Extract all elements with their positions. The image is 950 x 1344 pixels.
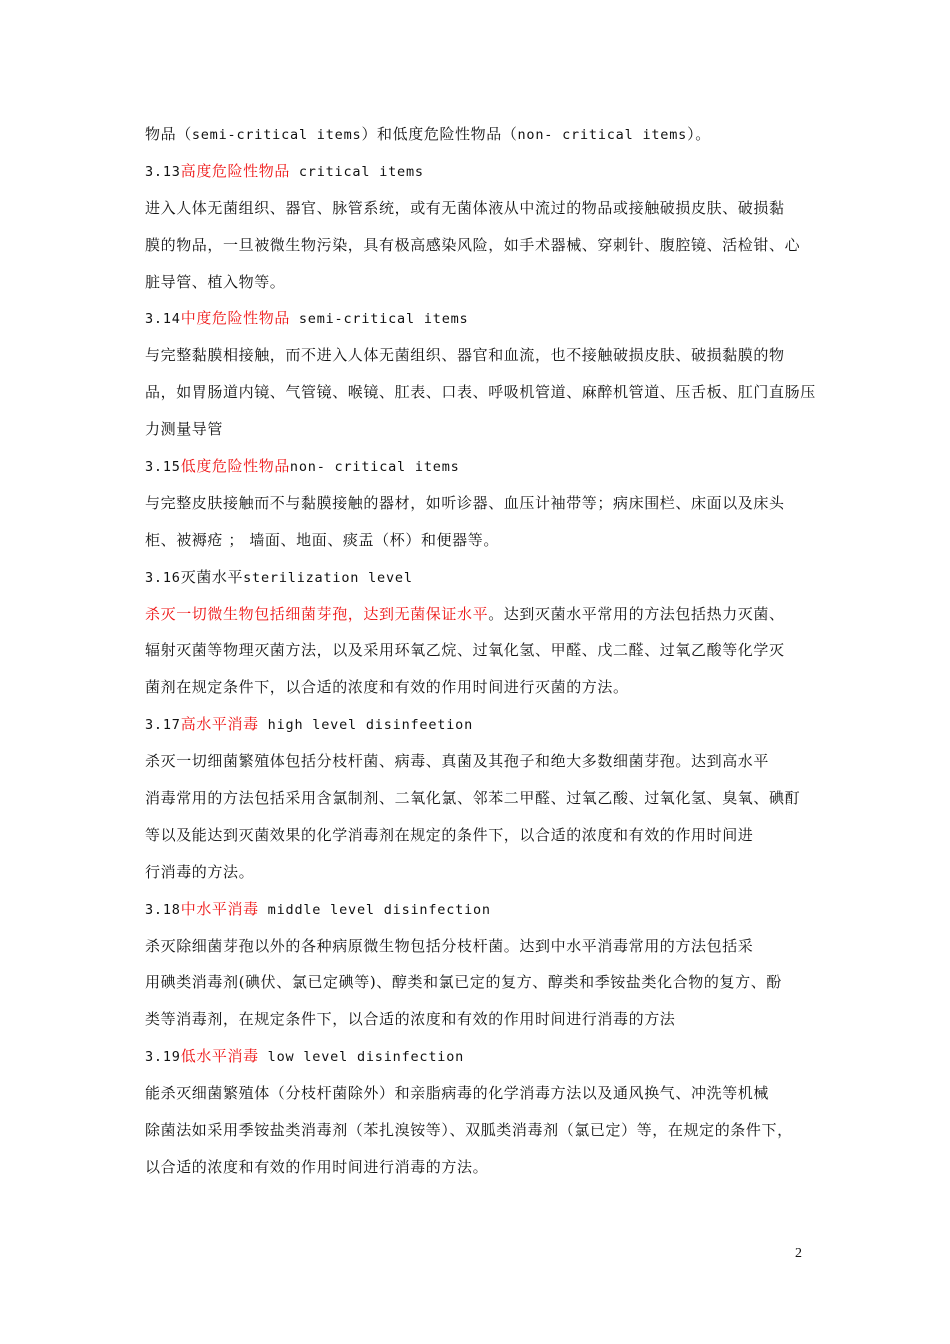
highlighted-term: 中水平消毒 — [180, 899, 259, 918]
text-line — [145, 1149, 825, 1186]
text-run: 除菌法如采用季铵盐类消毒剂（苯扎溴铵等）、双胍类消毒剂（氯已定）等，在规定的条件下， — [145, 1121, 793, 1140]
text-run: 杀灭除细菌芽孢以外的各种病原微生物包括分枝杆菌。达到中水平消毒常用的方法包括采 — [145, 936, 754, 955]
text-run: ）。 — [687, 125, 711, 143]
text-line — [145, 374, 825, 411]
text-line — [145, 1001, 825, 1038]
highlighted-term: 高水平消毒 — [180, 715, 259, 734]
text-line — [145, 669, 825, 706]
latin-term: 3.14 — [145, 311, 181, 328]
text-run: 用碘类消毒剂(碘伏、氯已定碘等)、醇类和氯已定的复方、醇类和季铵盐类化合物的复方、酚 — [145, 973, 782, 992]
text-run: 与完整黏膜相接触，而不进入人体无菌组织、器官和血流，也不接触破损皮肤、破损黏膜的物 — [145, 346, 785, 365]
text-run: 物品（ — [145, 125, 192, 143]
text-run: 与完整皮肤接触而不与黏膜接触的器材，如听诊器、血压计袖带等；病床围栏、床面以及床头 — [145, 493, 785, 512]
latin-term: non- critical items — [289, 459, 460, 476]
latin-term: 3.19 — [145, 1049, 181, 1066]
text-line — [145, 559, 825, 596]
text-run: 以合适的浓度和有效的作用时间进行消毒的方法。 — [145, 1157, 489, 1176]
text-run: 行消毒的方法。 — [145, 862, 255, 881]
text-run: 柜、被褥疮 ； 墙面、地面、痰盂（杯）和便器等。 — [145, 530, 499, 549]
text-line — [145, 743, 825, 780]
text-line — [145, 780, 825, 817]
text-line — [145, 596, 825, 633]
text-line — [145, 817, 825, 854]
text-run: 力测量导管 — [145, 420, 224, 439]
latin-term: 3.17 — [145, 717, 181, 734]
text-line — [145, 928, 825, 965]
text-line — [145, 964, 825, 1001]
latin-term: 3.16 — [145, 569, 181, 586]
latin-term: low level disinfection — [258, 1049, 465, 1066]
text-line — [145, 411, 825, 448]
text-run: 菌剂在规定条件下，以合适的浓度和有效的作用时间进行灭菌的方法。 — [145, 678, 629, 697]
text-run: 杀灭一切细菌繁殖体包括分枝杆菌、病毒、真菌及其孢子和绝大多数细菌芽孢。达到高水平 — [145, 752, 770, 771]
text-line — [145, 891, 825, 928]
text-line — [145, 485, 825, 522]
latin-term: middle level disinfection — [258, 901, 491, 918]
highlighted-term: 杀灭一切微生物包括细菌芽孢，达到无菌保证水平 — [145, 604, 489, 623]
text-run: 进入人体无菌组织、器官、脉管系统，或有无菌体液从中流过的物品或接触破损皮肤、破损黏 — [145, 198, 785, 217]
latin-term: 3.18 — [145, 901, 181, 918]
text-run: 类等消毒剂，在规定条件下，以合适的浓度和有效的作用时间进行消毒的方法 — [145, 1010, 676, 1029]
latin-term: sterilization level — [243, 569, 413, 586]
text-line — [145, 448, 825, 485]
latin-term: high level disinfeetion — [258, 717, 473, 734]
text-line — [145, 1075, 825, 1112]
document-body — [145, 116, 825, 1186]
text-run: 脏导管、植入物等。 — [145, 272, 286, 291]
text-line — [145, 1112, 825, 1149]
text-line — [145, 153, 825, 190]
highlighted-term: 低水平消毒 — [180, 1047, 259, 1066]
highlighted-term: 低度危险性物品 — [180, 457, 290, 476]
text-line — [145, 264, 825, 301]
text-line — [145, 632, 825, 669]
text-run: 膜的物品，一旦被微生物污染，具有极高感染风险，如手术器械、穿刺针、腹腔镜、活检钳、心 — [145, 235, 801, 254]
text-line — [145, 190, 825, 227]
text-run: 辐射灭菌等物理灭菌方法，以及采用环氧乙烷、过氧化氢、甲醛、戊二醛、过氧乙酸等化学灭 — [145, 641, 785, 660]
text-line — [145, 1038, 825, 1075]
text-line — [145, 522, 825, 559]
latin-term: 3.15 — [145, 459, 181, 476]
text-line — [145, 116, 825, 153]
text-run: 等以及能达到灭菌效果的化学消毒剂在规定的条件下，以合适的浓度和有效的作用时间进 — [145, 825, 754, 844]
text-run: ）和低度危险性物品（ — [361, 125, 518, 143]
text-run: 品，如胃肠道内镜、气管镜、喉镜、肛表、口表、呼吸机管道、麻醉机管道、压舌板、肛门直肠压 — [145, 383, 816, 402]
text-run: 能杀灭细菌繁殖体（分枝杆菌除外）和亲脂病毒的化学消毒方法以及通风换气、冲洗等机械 — [145, 1084, 770, 1103]
latin-term: critical items — [289, 163, 424, 180]
page-number: 2 — [795, 1246, 802, 1261]
latin-term: semi-critical items — [289, 311, 469, 328]
latin-term: non- critical items — [517, 127, 688, 143]
highlighted-term: 中度危险性物品 — [180, 309, 290, 328]
latin-term: 3.13 — [145, 163, 181, 180]
text-line — [145, 854, 825, 891]
highlighted-term: 高度危险性物品 — [180, 161, 290, 180]
text-line — [145, 337, 825, 374]
latin-term: semi-critical items — [191, 127, 362, 143]
text-run: 消毒常用的方法包括采用含氯制剂、二氧化氯、邻苯二甲醛、过氧乙酸、过氧化氢、臭氧、碘酊 — [145, 789, 801, 808]
text-run: 灭菌水平 — [180, 567, 244, 586]
text-run: 。达到灭菌水平常用的方法包括热力灭菌、 — [488, 604, 785, 623]
text-line — [145, 706, 825, 743]
text-line — [145, 227, 825, 264]
text-line — [145, 300, 825, 337]
